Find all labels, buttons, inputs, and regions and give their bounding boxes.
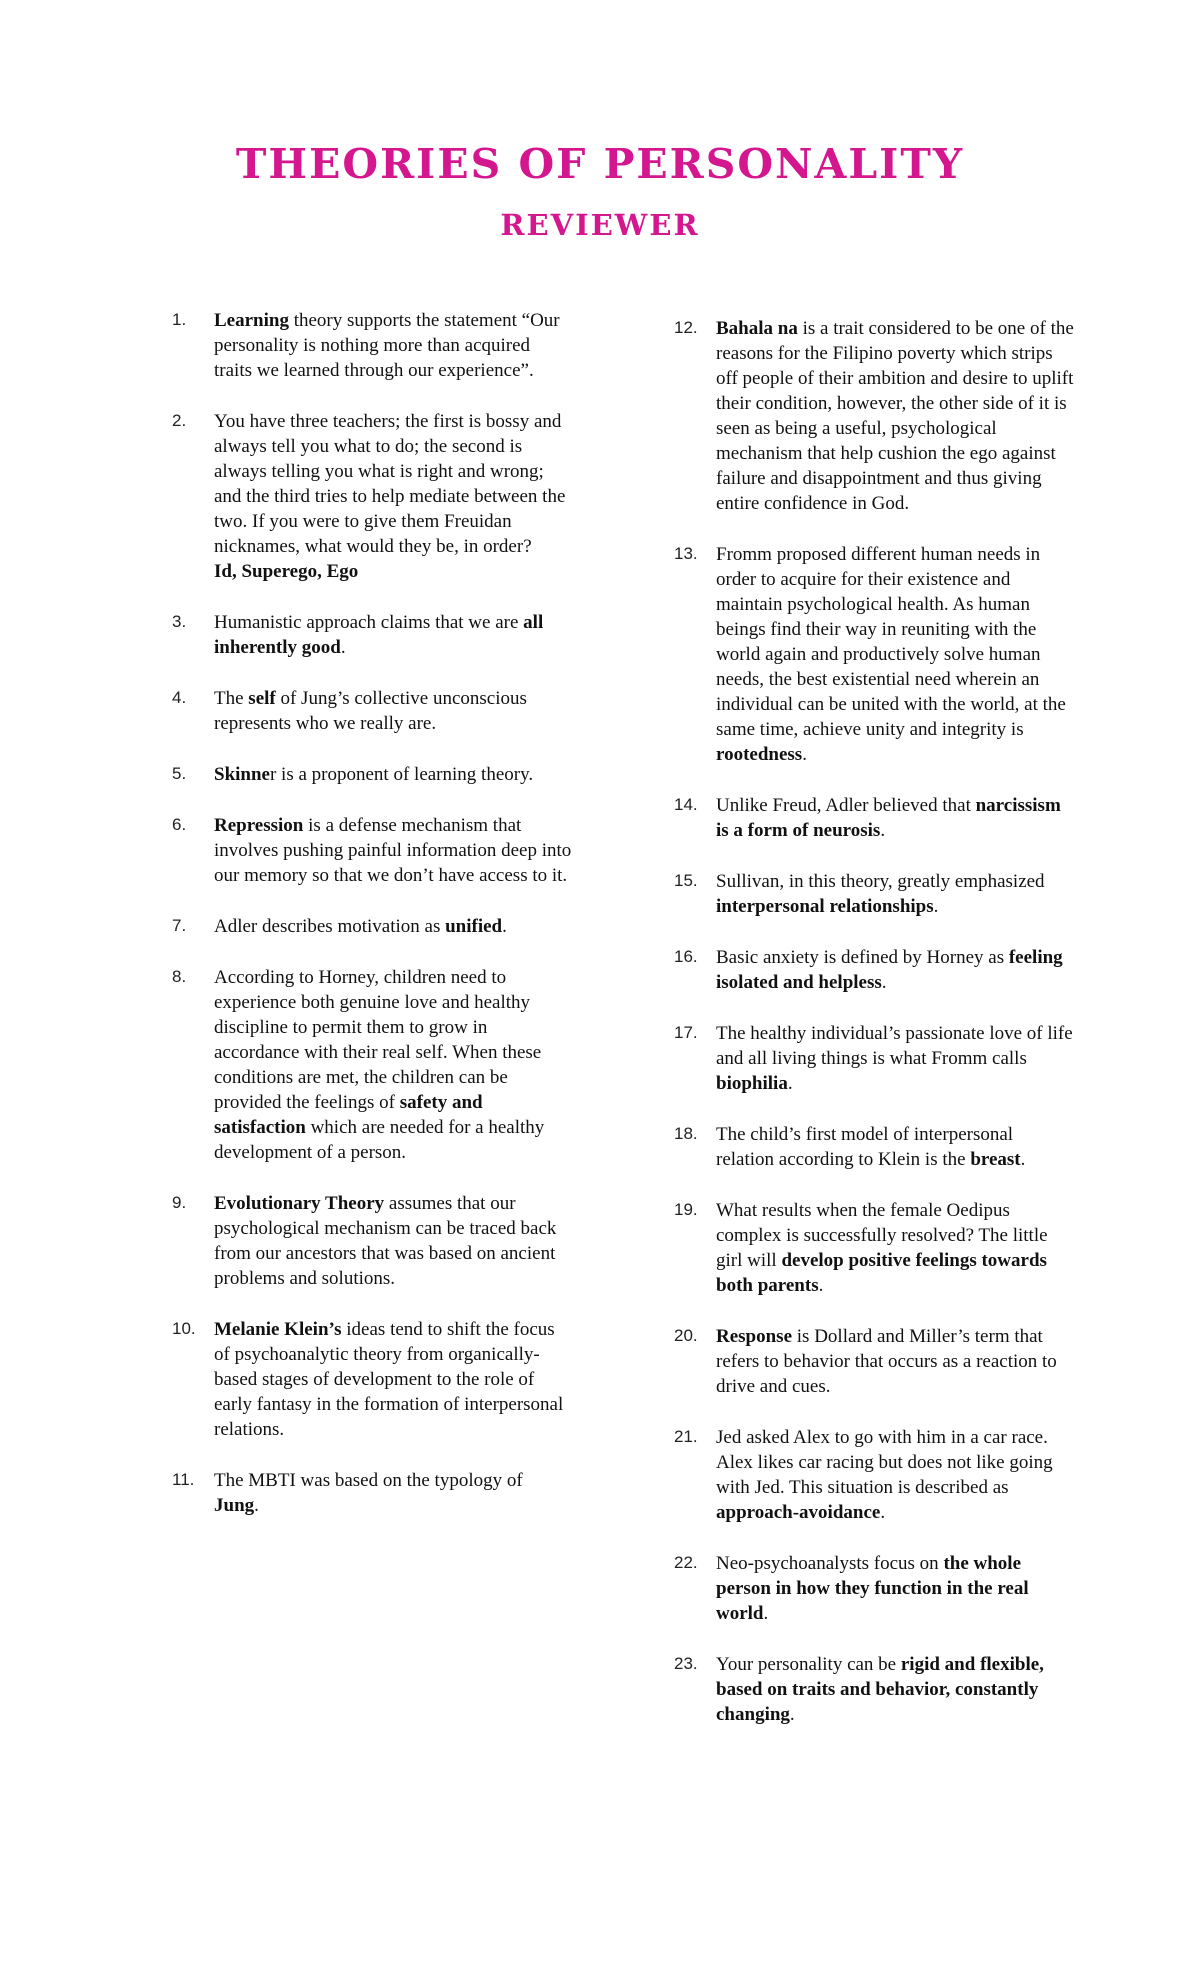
list-item (674, 316, 1074, 516)
question-text: Neo-psychoanalysts focus on (716, 1553, 944, 1574)
question-text: The (214, 688, 249, 709)
answer-text: unified (445, 916, 503, 937)
item-number: 17. (674, 1023, 698, 1042)
question-text: theory supports the statement “Our personality is nothing more than acquired traits we learned through our experience”. (214, 310, 560, 381)
item-text (214, 965, 572, 1165)
question-text: Your personality can be (716, 1654, 901, 1675)
item-text (214, 762, 572, 787)
list-item (674, 869, 1074, 919)
answer-text: Learning (214, 310, 289, 331)
item-text (716, 793, 1074, 843)
item-number: 19. (674, 1200, 698, 1219)
answer-text: Evolutionary Theory (214, 1193, 385, 1214)
question-text: Humanistic approach claims that we are (214, 612, 524, 633)
item-text (716, 1122, 1074, 1172)
answer-text: rigid and flexible, based on traits and behavior, constantly changing (716, 1654, 1044, 1725)
item-text (214, 914, 572, 939)
answer-text: self (248, 688, 276, 709)
item-number: 23. (674, 1654, 698, 1673)
question-text: . (787, 1073, 793, 1094)
page-title: THEORIES OF PERSONALITY (235, 140, 965, 188)
question-text: What results when the female Oedipus complex is successfully resolved? The little girl will (716, 1200, 1048, 1271)
item-number: 15. (674, 871, 698, 890)
question-text: . (933, 896, 939, 917)
item-number: 3. (172, 612, 187, 631)
item-number: 18. (674, 1124, 698, 1143)
item-number: 10. (172, 1319, 196, 1338)
list-item (172, 308, 572, 383)
question-text: According to Horney, children need to experience both genuine love and healthy discipline to permit them to grow in accordance with their real self. When these conditions are met, the children can be provided the feelings of (214, 967, 542, 1113)
list-item (172, 1468, 572, 1518)
question-text: r is a proponent of learning theory. (269, 764, 534, 785)
item-number: 22. (674, 1553, 698, 1572)
answer-text: feeling isolated and helpless (716, 947, 1063, 993)
question-text: . (881, 972, 887, 993)
item-text (716, 1551, 1074, 1626)
question-text: . (1020, 1149, 1026, 1170)
answer-text: narcissism is a form of neurosis (716, 795, 1061, 841)
question-text: Adler describes motivation as (214, 916, 446, 937)
list-item (674, 1122, 1074, 1172)
item-text (214, 686, 572, 736)
list-item (674, 1652, 1074, 1727)
item-text (716, 869, 1074, 919)
question-text: Jed asked Alex to go with him in a car race. Alex likes car racing but does not like going with Jed. This situation is described as (716, 1427, 1053, 1498)
item-number: 2. (172, 411, 187, 430)
item-text (716, 945, 1074, 995)
answer-text: approach-avoidance (716, 1502, 881, 1523)
item-number: 11. (172, 1470, 195, 1489)
item-number: 21. (674, 1427, 698, 1446)
answer-text: safety and satisfaction (214, 1092, 483, 1138)
item-number: 12. (674, 318, 698, 337)
question-text: . (789, 1704, 795, 1725)
list-item (172, 610, 572, 660)
question-text: of Jung’s collective unconscious represents who we really are. (214, 688, 527, 734)
list-item (172, 1191, 572, 1291)
answer-text: the whole person in how they function in the real world (716, 1553, 1029, 1624)
question-text: . (880, 1502, 886, 1523)
list-item (172, 409, 572, 584)
list-item (674, 1021, 1074, 1096)
item-text (716, 316, 1074, 516)
question-text: is a defense mechanism that involves pushing painful information deep into our memory so that we don’t have access to it. (214, 815, 572, 886)
item-text (716, 1652, 1074, 1727)
item-number: 7. (172, 916, 187, 935)
answer-text: interpersonal relationships (716, 896, 934, 917)
item-text (214, 610, 572, 660)
item-text (214, 1191, 572, 1291)
question-text: Fromm proposed different human needs in order to acquire for their existence and maintain psychological health. As human beings find their way in reuniting with the world again and productively solve human needs, the best existential need wherein an individual can be united with the world, at the same time, achieve unity and integrity is (716, 544, 1066, 740)
item-number: 13. (674, 544, 698, 563)
left-column (172, 308, 572, 1544)
item-text (716, 1021, 1074, 1096)
item-number: 9. (172, 1193, 187, 1212)
page-subtitle: REVIEWER (500, 208, 700, 242)
list-item (172, 813, 572, 888)
list-item (674, 1324, 1074, 1399)
question-text: is a trait considered to be one of the reasons for the Filipino poverty which strips off people of their ambition and desire to uplift their condition, however, the other side of it is seen as being a useful, psychological mechanism that help cushion the ego against failure and disappointment and thus giving entire confidence in God. (716, 318, 1074, 514)
question-text: Sullivan, in this theory, greatly emphasized (716, 871, 1045, 892)
question-text: The healthy individual’s passionate love of life and all living things is what Fromm calls (716, 1023, 1073, 1069)
answer-text: Skinne (214, 764, 270, 785)
item-text (716, 1324, 1074, 1399)
item-number: 4. (172, 688, 187, 707)
item-text (214, 1468, 572, 1518)
question-text: . (802, 744, 807, 765)
list-item (172, 762, 572, 787)
question-text: The MBTI was based on the typology of (214, 1470, 523, 1491)
question-text: is Dollard and Miller’s term that refers to behavior that occurs as a reaction to drive and cues. (716, 1326, 1057, 1397)
item-number: 6. (172, 815, 187, 834)
answer-text: develop positive feelings towards both parents (716, 1250, 1047, 1296)
item-text (214, 308, 572, 383)
answer-text: Bahala na (716, 318, 798, 339)
question-text: The child’s first model of interpersonal relation according to Klein is the (716, 1124, 1014, 1170)
question-text: . (254, 1495, 259, 1516)
list-item (674, 1551, 1074, 1626)
item-number: 1. (172, 310, 187, 329)
list-item (172, 965, 572, 1165)
answer-text: Id, Superego, Ego (214, 561, 359, 582)
question-text: . (340, 637, 346, 658)
list-item (674, 542, 1074, 767)
list-item (674, 945, 1074, 995)
item-text (716, 1425, 1074, 1525)
list-item (172, 686, 572, 736)
question-text: . (763, 1603, 769, 1624)
question-text: You have three teachers; the first is bossy and always tell you what to do; the second is always telling you what is right and wrong; and the third tries to help mediate between the two. If you were to give them Freuidan nicknames, what would they be, in order? (214, 411, 566, 557)
answer-text: Jung (214, 1495, 255, 1516)
list-item (172, 1317, 572, 1442)
question-text: which are needed for a healthy development of a person. (214, 1117, 545, 1163)
item-number: 8. (172, 967, 187, 986)
item-text (214, 813, 572, 888)
item-number: 14. (674, 795, 698, 814)
answer-text: breast (970, 1149, 1021, 1170)
list-item (172, 914, 572, 939)
answer-text: Melanie Klein’s (214, 1319, 342, 1340)
item-text (214, 409, 572, 584)
item-text (716, 542, 1074, 767)
answer-text: biophilia (716, 1073, 788, 1094)
question-text: . (502, 916, 507, 937)
answer-text: rootedness (716, 744, 803, 765)
question-text: Unlike Freud, Adler believed that (716, 795, 976, 816)
answer-text: all inherently good (214, 612, 544, 658)
question-text: . (818, 1275, 824, 1296)
item-number: 20. (674, 1326, 698, 1345)
item-number: 16. (674, 947, 698, 966)
list-item (674, 1198, 1074, 1298)
list-item (674, 793, 1074, 843)
right-column (674, 316, 1074, 1753)
answer-text: Repression (214, 815, 304, 836)
question-text: ideas tend to shift the focus of psychoanalytic theory from organically-based stages of development to the role of early fantasy in the formation of interpersonal relations. (214, 1319, 564, 1440)
answer-text: Response (716, 1326, 793, 1347)
question-text: Basic anxiety is defined by Horney as (716, 947, 1009, 968)
question-text: . (880, 820, 886, 841)
question-text: assumes that our psychological mechanism can be traced back from our ancestors that was based on ancient problems and solutions. (214, 1193, 557, 1289)
item-number: 5. (172, 764, 187, 783)
item-text (214, 1317, 572, 1442)
list-item (674, 1425, 1074, 1525)
item-text (716, 1198, 1074, 1298)
